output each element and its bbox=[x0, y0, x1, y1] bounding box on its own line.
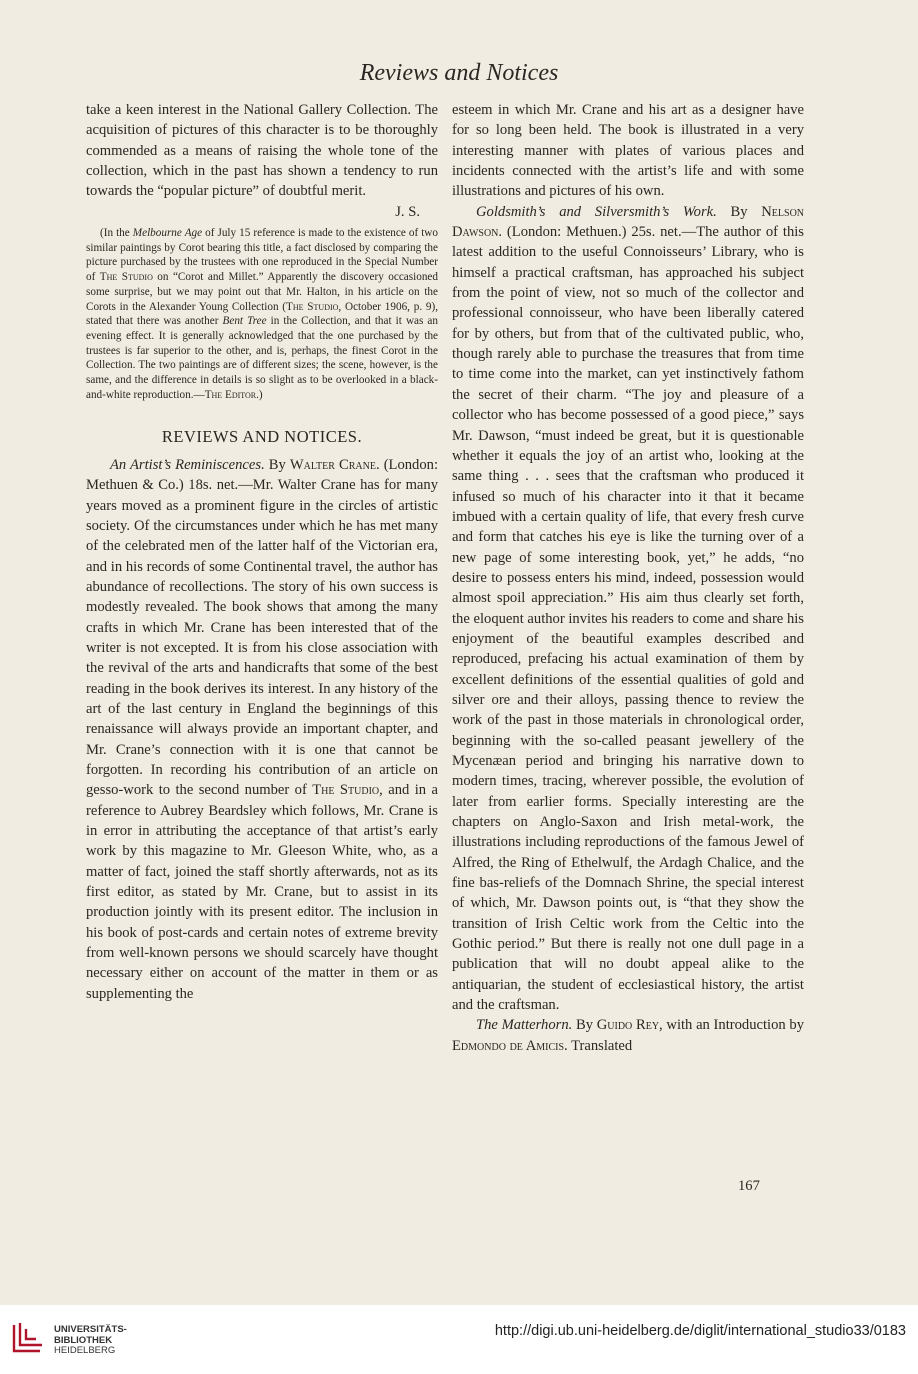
section-heading: REVIEWS AND NOTICES. bbox=[161, 426, 363, 446]
review-author: Walter Crane. bbox=[289, 456, 380, 473]
signature: J. S. bbox=[395, 203, 420, 220]
source-url-link[interactable]: http://digi.ub.uni-heidelberg.de/diglit/international_studio33/0183 bbox=[494, 1323, 906, 1339]
right-column bbox=[452, 100, 804, 1056]
review-goldsmiths-work: Goldsmith’s and Silversmith’s Work. By Nelson Dawson. (London: Methuen.) 25s. net.—The author of this latest addition to the useful Connoisseurs’ Library, who is himself a practical craftsman, has approached his subject from the point of view, not so much of the collector and professional connoisseur, who have been liberally catered for by others, but from that of the cultivated public, who, though rarely able to purchase the treasures that from time to time come into the market, can yet instinctively fathom the secret of their charm. “The joy and pleasure of a collector who has become possessed of a good piece,” says Mr. Dawson, “must indeed be great, but it is questionable whether it equals the joy of an artist who, looking at the same thing . . . sees that the craftsman who produced it infused so much of his character into it that it became imbued with a certain quality of life, that every fresh curve and form that catches his eye is like the turning over of a new page of some interesting book, yet,” he adds, “no desire to possess enters his mind, indeed, possession would almost spoil appreciation.” His aim thus clearly set forth, the eloquent author invites his readers to come and share his enjoyment of the beautiful examples described and reproduced, prefacing his actual examination of them by excellent definitions of the essential qualities of gold and silver ore and their alloys, passing thence to review the work of the past in those materials in chronological order, beginning with the so-called peasant jewellery of the Mycenæan period and bringing his narrative down to modern times, tracing, wherever possible, the evolution of later from earlier forms. Specially interesting are the chapters on Anglo-Saxon and Irish metal-work, the illustrations including reproductions of the famous Jewel of Alfred, the Ring of Ethelwulf, the Ardagh Chalice, and the fine bas-reliefs of the Domnach Shrine, the special interest of which, Mr. Dawson points out, is “that they show the transition of Irish Celtic work from the Celtic into the Gothic period.” But there is really not one dull page in a publication that will no doubt appeal alike to the antiquarian, the student of ecclesiastical history, the artist and the craftsman. bbox=[452, 203, 805, 1014]
review-title: The Matterhorn. bbox=[476, 1017, 573, 1034]
review-author: Guido Rey, bbox=[596, 1017, 663, 1034]
review-title: An Artist’s Reminiscences. bbox=[110, 456, 265, 473]
digitization-footer bbox=[0, 1305, 918, 1374]
review-matterhorn: The Matterhorn. By Guido Rey, with an Introduction by Edmondo de Amicis. Translated bbox=[452, 1017, 804, 1054]
page-number: 167 bbox=[738, 1178, 760, 1194]
institution-name: UNIVERSITÄTS- BIBLIOTHEK HEIDELBERG bbox=[54, 1324, 127, 1356]
left-column bbox=[86, 100, 438, 1004]
paragraph-continued: take a keen interest in the National Gallery Collection. The acquisition of pictures of this character is to be thoroughly commended as a means of raising the whole tone of the collection, which in the past has shown a tendency to run towards the “popular picture” of doubtful merit. bbox=[86, 102, 438, 200]
review-artists-reminiscences: An Artist’s Reminiscences. By Walter Crane. (London: Methuen & Co.) 18s. net.—Mr. Walter Crane has for many years moved as a prominent figure in the circles of artistic society. Of the circumstances under which he has met many of the celebrated men of the latter half of the Victorian era, and in his records of some Continental travel, the author has abundance of recollections. The story of his own success is modestly revealed. The book shows that among the many crafts in which Mr. Crane has been interested that of the writer is not excepted. It is from his close association with the revival of the arts and handicrafts that some of the best reading in the book derives its interest. In any history of the art of the last century in England the beginnings of this renaissance will always provide an important chapter, and Mr. Crane’s connection with it is one that cannot be forgotten. In recording his contribution of an article on gesso-work to the second number of The Studio, and in a reference to Aubrey Beardsley which follows, Mr. Crane is in error in attributing the acceptance of that artist’s early work by this magazine to Mr. Gleeson White, who, as a matter of fact, joined the staff shortly afterwards, not as its first editor, as stated by Mr. Crane, but to assist in its production jointly with its present editor. The inclusion in his book of post-cards and certain notes of extreme brevity from well-known persons we should scarcely have thought necessary either on account of the matter in them or as supplementing the bbox=[86, 456, 439, 1002]
paragraph-continued: esteem in which Mr. Crane and his art as a designer have for so long been held. The book is illustrated in a very interesting manner with plates of various places and incidents connected with the artist’s life and with some illustrations and pictures of his own. bbox=[452, 102, 804, 200]
editor-note: (In the Melbourne Age of July 15 reference is made to the existence of two similar paintings by Corot bearing this title, a fact disclosed by comparing the picture purchased by the trustees with one reproduced in the Special Number of The Studio on “Corot and Millet.” Apparently the discovery occasioned some surprise, but we may point out that Mr. Halton, in his article on the Corots in the Alexander Young Collection (The Studio, October 1906, p. 9), stated that there was another Bent Tree in the Collection, and that it was an evening effect. It is generally acknowledged that the one purchased by the trustees is far superior to the other, and is, perhaps, the finest Corot in the Collection. The two paintings are of different sizes; the scene, however, is the same, and the difference in details is so slight as to be overlooked in a black-and-white reproduction.—The Editor.) bbox=[86, 227, 438, 401]
review-author: Nelson Dawson. bbox=[452, 203, 805, 241]
running-head: Reviews and Notices bbox=[359, 60, 559, 86]
review-title: Goldsmith’s and Silversmith’s Work. bbox=[476, 203, 717, 220]
library-logo-icon bbox=[10, 1319, 46, 1355]
